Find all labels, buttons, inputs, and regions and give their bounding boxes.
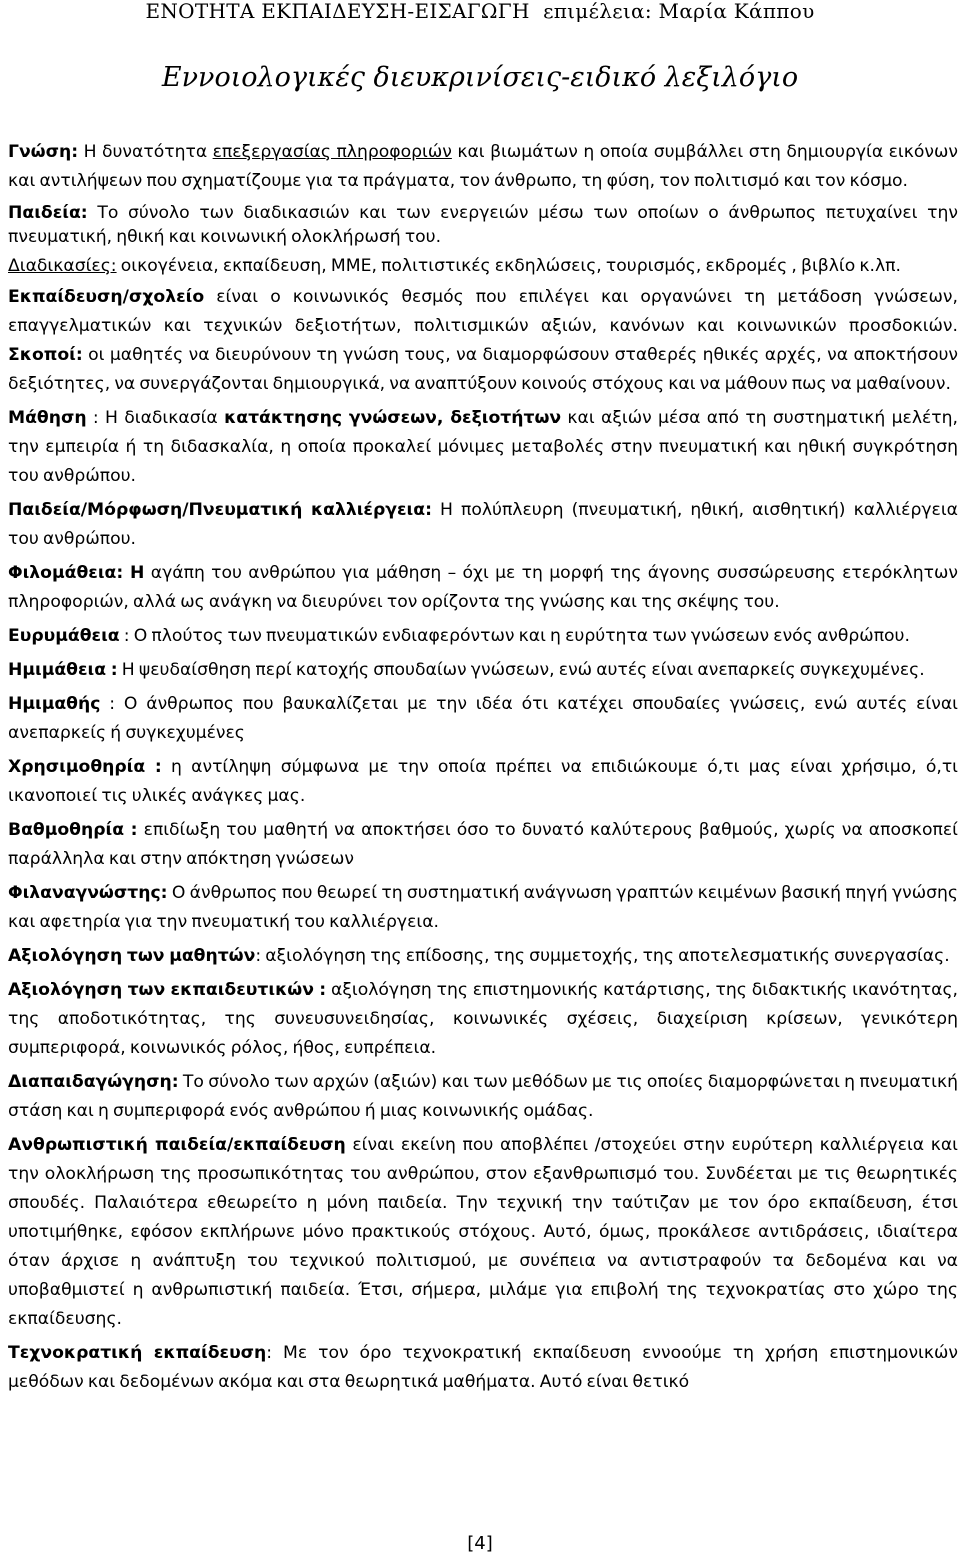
definition-text: αξιολόγηση της επιστημονικής κατάρτισης, της διδακτικής ικανότητας, της αποδοτικότητας, της συνευσυνειδησίας, κοινωνικές σχέσεις, διαχείριση κρίσεων, γενικότερη συμπεριφορά, κοινωνικός ρόλος, ήθος, ευπρέπεια.	[8, 980, 958, 1058]
term: Ημιμαθής	[8, 694, 101, 714]
document-body	[8, 138, 958, 1402]
definition-text: Ο άνθρωπος που θεωρεί τη συστηματική ανάγνωση γραπτών κειμένων βασική πηγή γνώσης και αφετηρία για την πνευματική του καλλιέργεια.	[8, 883, 958, 932]
definition-text: Η πολύπλευρη (πνευματική, ηθική, αισθητική) καλλιέργεια του ανθρώπου.	[8, 500, 958, 549]
definition-text: : Η διαδικασία	[86, 408, 225, 428]
term: Φιλαναγνώστης:	[8, 883, 168, 903]
term: Αξιολόγηση των εκπαιδευτικών :	[8, 980, 327, 1000]
definition-text: και βιωμάτων η οποία συμβάλλει στη δημιουργία εικόνων και αντιλήψεων που σχηματίζουμε για τα πράγματα, τον άνθρωπο, τη φύση, τον πολιτισμό και τον κόσμο.	[8, 142, 958, 191]
definition-anthropistiki	[8, 1131, 958, 1334]
term: Χρησιμοθηρία :	[8, 757, 162, 777]
header-section: ΕΝΟΤΗΤΑ ΕΚΠΑΙΔΕΥΣΗ-ΕΙΣΑΓΩΓΗ	[145, 0, 530, 23]
definition-text: : Ο άνθρωπος που βαυκαλίζεται με την ιδέα ότι κατέχει σπουδαίες γνώσεις, ενώ αυτές είναι ανεπαρκείς ή συγκεχυμένες	[8, 694, 958, 743]
definition-text: Η ψευδαίσθηση περί κατοχής σπουδαίων γνώσεων, ενώ αυτές είναι ανεπαρκείς συγκεχυμένες.	[117, 660, 925, 680]
page-number: [4]	[467, 1533, 493, 1554]
term: Παιδεία/Μόρφωση/Πνευματική καλλιέργεια:	[8, 500, 432, 520]
definition-text: Το σύνολο των αρχών (αξιών) και των μεθόδων με τις οποίες διαμορφώνεται η πνευματική στάση και η συμπεριφορά ενός ανθρώπου ή μιας κοινωνικής ομάδας.	[8, 1072, 958, 1121]
definition-text: είναι ο κοινωνικός θεσμός που επιλέγει και οργανώνει τη μετάδοση γνώσεων, επαγγελματικών και τεχνικών δεξιοτήτων, πολιτισμικών αξιών, κανόνων και κοινωνικών προσδοκιών.	[8, 287, 958, 336]
definition-text: και αξιών μέσα από τη συστηματική μελέτη, την εμπειρία ή τη διδασκαλία, η οποία προκαλεί μόνιμες μεταβολές στην πνευματική και ηθική συγκρότηση του ανθρώπου.	[8, 408, 959, 486]
definition-ekpaideusi	[8, 283, 958, 399]
term: Εκπαίδευση/σχολείο	[8, 287, 205, 307]
definition-diadikasies	[8, 254, 958, 278]
page-title: Εννοιολογικές διευκρινίσεις-ειδικό λεξιλόγιο	[161, 62, 799, 93]
definition-eurymatheia	[8, 622, 958, 651]
definition-diapaidagogisi	[8, 1068, 958, 1126]
definition-filomatheia	[8, 559, 958, 617]
definition-gnosi	[8, 138, 958, 196]
definition-chrisimothiria	[8, 753, 958, 811]
definition-text: είναι εκείνη που αποβλέπει /στοχεύει στην ευρύτερη καλλιέργεια και την ολοκλήρωση της προσωπικότητας του ανθρώπου, στον εξανθρωπισμό του. Συνδέεται με τις θεωρητικές σπουδές. Παλαιότερα εθεωρείτο η μόνη παιδεία. Την τεχνική την ταύτιζαν με τον όρο εκπαίδευση, έτσι υποτιμήθηκε, εφόσον εκπλήρωνε μόνο πρακτικούς στόχους. Αυτό, όμως, προκάλεσε αντιδράσεις, ιδιαίτερα όταν άρχισε η ανάπτυξη του τεχνικού πολιτισμού, με συνέπεια να αντιστραφούν τα δεδομένα και να υποβαθμιστεί η ανθρωπιστική παιδεία. Έτσι, σήμερα, μιλάμε για επιβολή της τεχνοκρατίας στο χώρο της εκπαίδευσης.	[8, 1135, 958, 1329]
definition-morfosi	[8, 496, 958, 554]
definition-text: Η δυνατότητα	[78, 142, 213, 162]
underlined-phrase: επεξεργασίας πληροφοριών	[212, 142, 452, 162]
definition-text: οικογένεια, εκπαίδευση, ΜΜΕ, πολιτιστικές εκδηλώσεις, τουρισμός, εκδρομές , βιβλίο κ.λπ.	[116, 256, 901, 276]
term: Βαθμοθηρία :	[8, 820, 138, 840]
term: Παιδεία:	[8, 203, 88, 223]
definition-text: : αξιολόγηση της επίδοσης, της συμμετοχής, της αποτελεσματικής συνεργασίας.	[255, 946, 950, 966]
definition-text: Το σύνολο των διαδικασιών και των ενεργειών μέσω των οποίων ο άνθρωπος πετυχαίνει την πνευματική, ηθική και κοινωνική ολοκλήρωσή του.	[8, 203, 958, 247]
term: Ευρυμάθεια	[8, 626, 120, 646]
definition-filanagnostis	[8, 879, 958, 937]
definition-axiologisi-mathiton	[8, 942, 958, 971]
term: Αξιολόγηση των μαθητών	[8, 946, 256, 966]
definition-text: : Με τον όρο τεχνοκρατική εκπαίδευση εννοούμε τη χρήση επιστημονικών μεθόδων και δεδομένων ακόμα και στα θεωρητικά μαθήματα. Αυτό είναι θετικό	[8, 1343, 958, 1392]
definition-technokratiki	[8, 1339, 958, 1397]
definition-text: οι μαθητές να διευρύνουν τη γνώση τους, να διαμορφώσουν σταθερές ηθικές αρχές, να αποκτήσουν δεξιότητες, να συνεργάζονται δημιουργικά, να αναπτύξουν κοινούς στόχους και να μάθουν πως να μαθαίνουν.	[8, 345, 958, 394]
definition-vathmothiria	[8, 816, 958, 874]
term: Τεχνοκρατική εκπαίδευση	[8, 1343, 267, 1363]
definition-mathisi	[8, 404, 958, 491]
term: Ανθρωπιστική παιδεία/εκπαίδευση	[8, 1135, 346, 1155]
term: Σκοποί:	[8, 345, 83, 365]
term: Φιλομάθεια: Η	[8, 563, 145, 583]
term: Γνώση:	[8, 142, 79, 162]
definition-text: η αντίληψη σύμφωνα με την οποία πρέπει να επιδιώκουμε ό,τι μας είναι χρήσιμο, ό,τι ικανοποιεί τις υλικές ανάγκες μας.	[8, 757, 958, 806]
definition-text: αγάπη του ανθρώπου για μάθηση – όχι με τη μορφή της άγονης συσσώρευσης ετερόκλητων πληροφοριών, αλλά ως ανάγκη να διευρύνει τον ορίζοντα της γνώσης και της σκέψης του.	[8, 563, 958, 612]
definition-text: επιδίωξη του μαθητή να αποκτήσει όσο το δυνατό καλύτερους βαθμούς, χωρίς να αποσκοπεί παράλληλα και στην απόκτηση γνώσεων	[8, 820, 958, 869]
definition-imimatheia	[8, 656, 958, 685]
definition-paideia	[8, 201, 958, 249]
definition-imimathis	[8, 690, 958, 748]
term: Διαπαιδαγώγηση:	[8, 1072, 179, 1092]
term: Μάθηση	[8, 408, 87, 428]
definition-text: : Ο πλούτος των πνευματικών ενδιαφερόντων και η ευρύτητα των γνώσεων ενός ανθρώπου.	[119, 626, 910, 646]
page-header	[0, 0, 960, 22]
bold-phrase: κατάκτησης γνώσεων, δεξιοτήτων	[224, 408, 562, 428]
definition-axiologisi-ekpaideutikon	[8, 976, 958, 1063]
term: Ημιμάθεια :	[8, 660, 118, 680]
header-credit: επιμέλεια: Μαρία Κάππου	[543, 0, 815, 23]
term: Διαδικασίες:	[8, 256, 117, 276]
